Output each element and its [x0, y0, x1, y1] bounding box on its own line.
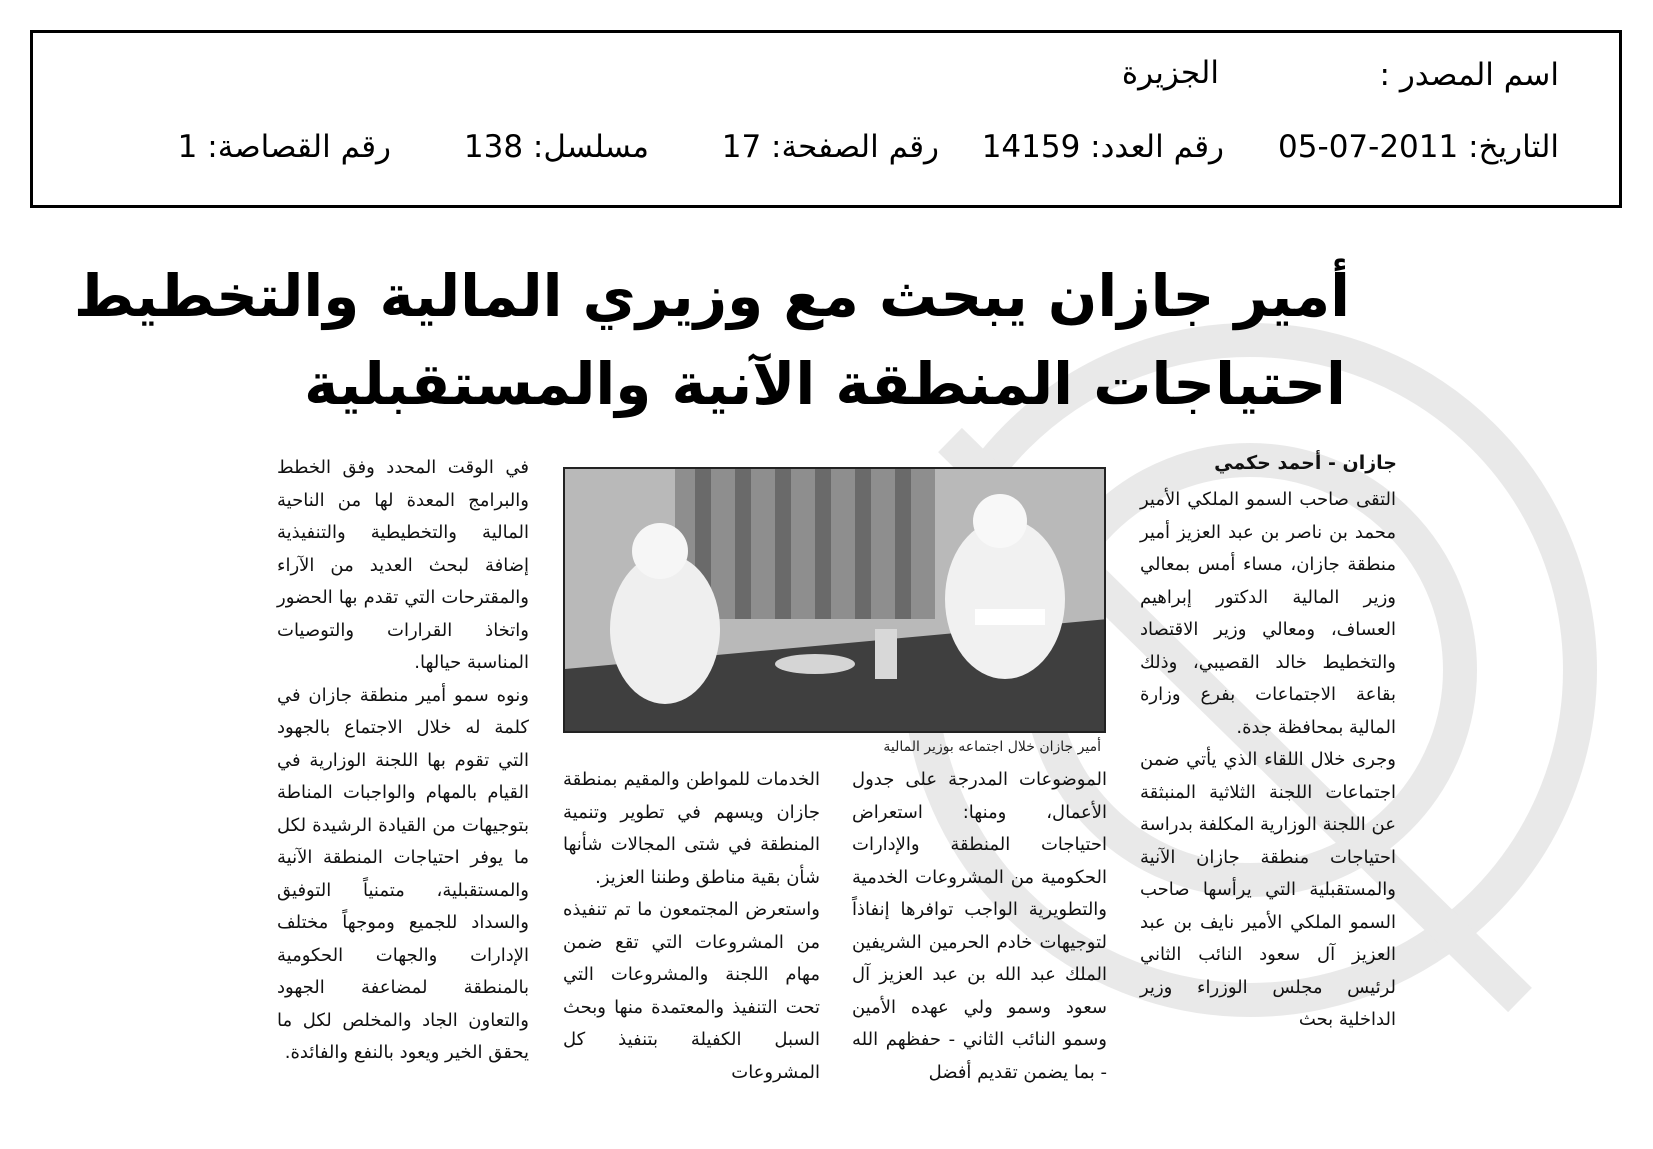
- page-number-field: رقم الصفحة: 17: [721, 129, 939, 165]
- source-label: اسم المصدر :: [1379, 57, 1559, 93]
- article-photo: [563, 467, 1106, 733]
- clip-number-field: رقم القصاصة: 1: [177, 129, 391, 165]
- issue-number-field: رقم العدد: 14159: [981, 129, 1224, 165]
- article-column-1: التقى صاحب السمو الملكي الأمير محمد بن ناصر بن عبد العزيز أمير منطقة جازان، مساء أمس بمعالي وزير المالية الدكتور إبراهيم العساف، ومعالي وزير الاقتصاد والتخطيط خالد القصيبي، وذلك بقاعة الاجتماعات بفرع وزارة المالية بمحافظة جدة. وجرى خلال اللقاء الذي يأتي ضمن اجتماعات اللجنة الثلاثية المنبثقة عن اللجنة الوزارية المكلفة بدراسة احتياجات منطقة جازان الآنية والمستقبلية التي يرأسها صاحب السمو الملكي الأمير نايف بن عبد العزيز آل سعود النائب الثاني لرئيس مجلس الوزراء وزير الداخلية بحث: [1140, 489, 1396, 1030]
- source-value: الجزيرة: [1121, 55, 1219, 91]
- meeting-photo-image: [565, 469, 1106, 733]
- article-column-4: في الوقت المحدد وفق الخطط والبرامج المعدة لها من الناحية المالية والتخطيطية والتنفيذية إضافة لبحث العديد من الآراء والمقترحات التي تقدم بها الحضور واتخاذ القرارات والتوصيات المناسبة حيالها. ونوه سمو أمير منطقة جازان في كلمة له خلال الاجتماع بالجهود التي تقوم بها اللجنة الوزارية في القيام بالمهام والواجبات المناطة بتوجيهات من القيادة الرشيدة لكل ما يوفر احتياجات المنطقة الآنية والمستقبلية، متمنياً التوفيق والسداد للجميع وموجهاً مختلف الإدارات والجهات الحكومية بالمنطقة لمضاعفة الجهود والتعاون الجاد والمخلص لكل ما يحقق الخير ويعود بالنفع والفائدة.: [277, 457, 529, 1063]
- photo-caption: أمير جازان خلال اجتماعه بوزير المالية: [883, 739, 1101, 755]
- article-column-2: الموضوعات المدرجة على جدول الأعمال، ومنها: استعراض احتياجات المنطقة والإدارات الحكومية من المشروعات الخدمية والتطويرية الواجب توافرها إنفاذاً لتوجيهات خادم الحرمين الشريفين الملك عبد الله بن عبد العزيز آل سعود وسمو ولي عهده الأمين وسمو النائب الثاني - حفظهم الله - بما يضمن تقديم أفضل: [852, 769, 1107, 1083]
- article-column-3: الخدمات للمواطن والمقيم بمنطقة جازان ويسهم في تطوير وتنمية المنطقة في شتى المجالات شأنها شأن بقية مناطق وطننا العزيز. واستعرض المجتمعون ما تم تنفيذه من المشروعات التي تقع ضمن مهام اللجنة والمشروعات التي تحت التنفيذ والمعتمدة منها وبحث السبل الكفيلة بتنفيذ كل المشروعات: [563, 769, 820, 1083]
- serial-field: مسلسل: 138: [463, 129, 649, 165]
- byline: جازان - أحمد حكمي: [1214, 452, 1397, 474]
- date-field: التاريخ: 2011-07-05: [1278, 129, 1559, 165]
- clipping-info-box: [30, 30, 1622, 208]
- headline-line-1: أمير جازان يبحث مع وزيري المالية والتخطيط: [73, 262, 1350, 330]
- headline-line-2: احتياجات المنطقة الآنية والمستقبلية: [304, 350, 1346, 418]
